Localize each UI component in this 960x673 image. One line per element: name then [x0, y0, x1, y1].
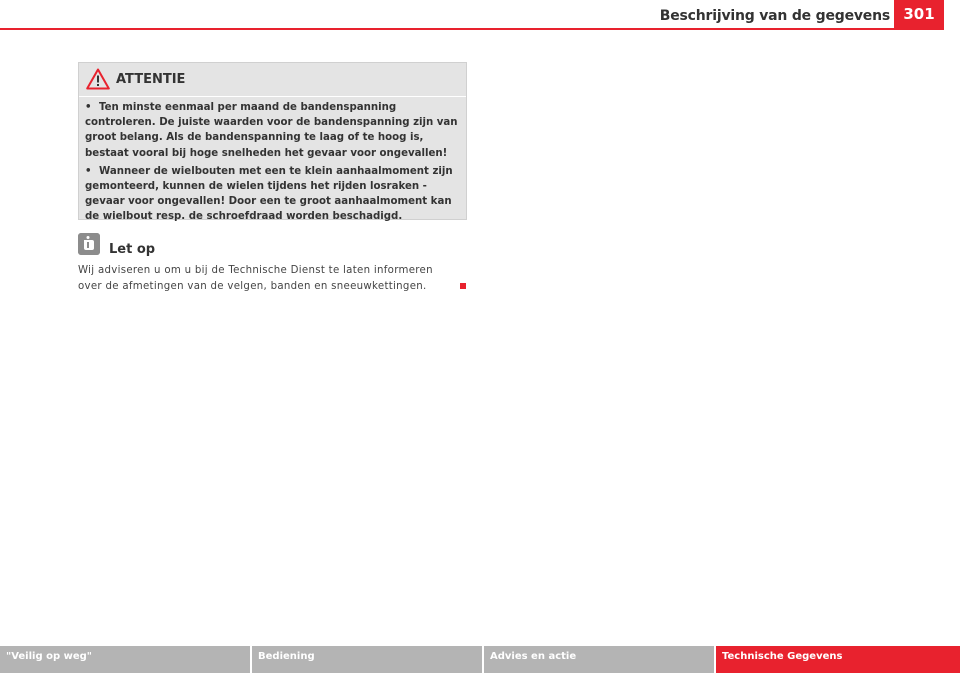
header-divider	[0, 28, 944, 30]
warning-triangle-icon	[86, 68, 110, 90]
footer-nav	[0, 646, 960, 673]
warning-item: • Wanneer de wielbouten met een te klein aanhaalmoment zijn gemonteerd, kunnen de wielen tijdens het rijden losraken - gevaar voor ongevallen! Door een te groot aanhaalmoment kan de wielbout resp. de schroefdraad worden beschadigd.	[85, 165, 453, 223]
warning-item-text: Ten minste eenmaal per maand de bandenspanning controleren. De juiste waarden voor de bandenspanning zijn van groot belang. Als de bandenspanning te laag of te hoog is, bestaat vooral bij hoge snelheden het gevaar voor ongevallen!	[85, 102, 458, 159]
warning-item: • Ten minste eenmaal per maand de bandenspanning controleren. De juiste waarden voor de bandenspanning zijn van groot belang. Als de bandenspanning te laag of te hoog is, bestaat vooral bij hoge snelheden het gevaar voor ongevallen!	[85, 102, 458, 159]
footer-tab-bediening[interactable]: Bediening	[252, 646, 484, 673]
page-title: Beschrijving van de gegevens	[659, 8, 890, 24]
warning-box	[78, 62, 467, 223]
section-end-marker	[460, 283, 466, 289]
warning-header	[79, 63, 466, 97]
footer-tab-veilig[interactable]: "Veilig op weg"	[0, 646, 252, 673]
warning-item-text: Wanneer de wielbouten met een te klein aanhaalmoment zijn gemonteerd, kunnen de wielen tijdens het rijden losraken - gevaar voor ongevallen! Door een te groot aanhaalmoment kan de wielbout resp. de schroefdraad worden beschadigd.	[85, 165, 453, 223]
footer-tab-advies[interactable]: Advies en actie	[484, 646, 716, 673]
page-number: 301	[894, 0, 944, 28]
note-body: Wij adviseren u om u bij de Technische Dienst te laten informeren over de afmetingen van de velgen, banden en sneeuwkettingen.	[78, 265, 433, 292]
note-info-icon	[78, 233, 100, 255]
warning-title: ATTENTIE	[116, 72, 186, 87]
warning-list	[85, 100, 458, 228]
footer-tab-technische-gegevens[interactable]: Technische Gegevens	[716, 646, 960, 673]
note-title: Let op	[109, 242, 156, 257]
